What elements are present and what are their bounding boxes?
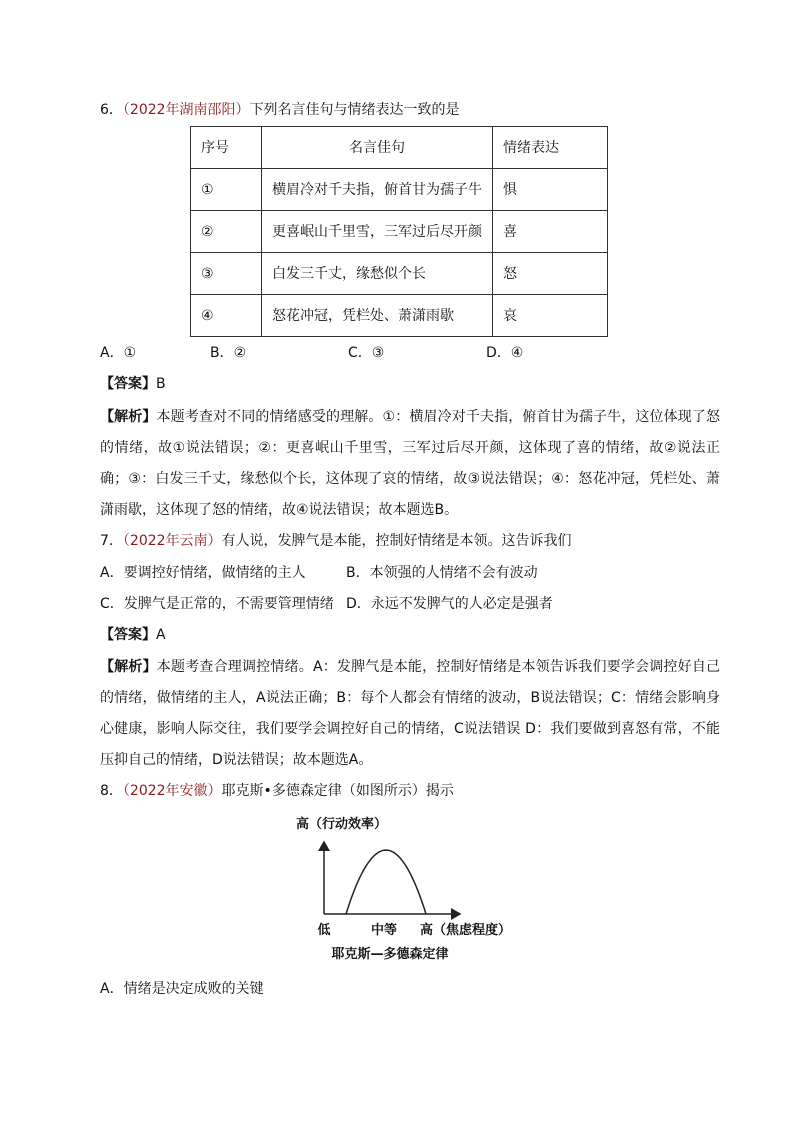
table-header-cell: 名言佳句: [262, 127, 493, 169]
table-cell: ④: [191, 295, 262, 337]
q7-option-d: D．永远不发脾气的人必定是强者: [346, 596, 553, 612]
q8-option-a: A．情绪是决定成败的关键: [100, 981, 264, 997]
q7-options-row-1: [100, 562, 538, 584]
q7-option-b: B．本领强的人情绪不会有波动: [346, 565, 538, 581]
table-row: [191, 253, 608, 295]
analysis-text: 本题考查合理调控情绪。A：发脾气是本能，控制好情绪是本领告诉我们要学会调控好自己的情绪，做情绪的主人，A说法正确；B：每个人都会有情绪的波动，B说法错误；C：情绪会影响身心健康，影响人际交往，我们要学会调控好自己的情绪，C说法错误 D：我们要做到喜怒有常，不能压抑自己的情绪，D说法错误；故本题选A。: [100, 659, 721, 768]
table-row: [191, 169, 608, 211]
x-tick-label-medium: 中等: [370, 923, 398, 938]
table-cell: 怒: [493, 253, 608, 295]
q6-option-d: D．④: [486, 345, 524, 361]
yerkes-dodson-chart: [280, 810, 520, 970]
table-header-row: [191, 127, 608, 169]
y-axis-label: 高（行动效率）: [296, 817, 388, 832]
analysis-tag: 【解析】: [100, 659, 157, 675]
table-cell: 横眉冷对千夫指，俯首甘为孺子牛: [262, 169, 493, 211]
table-cell: 白发三千丈，缘愁似个长: [262, 253, 493, 295]
table-cell: 喜: [493, 211, 608, 253]
table-cell: 更喜岷山千里雪，三军过后尽开颜: [262, 211, 493, 253]
q6-source: （2022年湖南邵阳）: [122, 102, 250, 118]
table-cell: ②: [191, 211, 262, 253]
answer-value: A: [156, 627, 166, 643]
q7-source: （2022年云南）: [122, 533, 222, 549]
q7-answer: [100, 624, 720, 646]
q7-analysis: [100, 652, 720, 776]
x-axis-label: 高（焦虑程度）: [420, 923, 512, 938]
table-header-cell: 序号: [191, 127, 262, 169]
x-tick-label-low: 低: [317, 923, 331, 938]
q8-source: （2022年安徽）: [122, 783, 222, 799]
q6-analysis: [100, 402, 720, 526]
q6-table: [190, 126, 608, 337]
q6-option-c: C．③: [348, 345, 385, 361]
q6-stem-text: 下列名言佳句与情绪表达一致的是: [249, 102, 460, 118]
analysis-tag: 【解析】: [100, 409, 157, 425]
q6-stem: [100, 99, 720, 121]
q8-stem-text: 耶克斯•多德森定律（如图所示）揭示: [221, 783, 454, 799]
answer-value: B: [156, 376, 166, 392]
q6-option-a: A．①: [100, 345, 137, 361]
answer-tag: 【答案】: [100, 627, 156, 643]
table-cell: 惧: [493, 169, 608, 211]
q7-options-row-2: [100, 593, 553, 615]
q7-stem-text: 有人说，发脾气是本能，控制好情绪是本领。这告诉我们: [221, 533, 572, 549]
q7-number: 7．: [100, 533, 123, 549]
table-row: [191, 211, 608, 253]
q7-option-c: C．发脾气是正常的，不需要管理情绪: [100, 596, 334, 612]
answer-tag: 【答案】: [100, 376, 156, 392]
table-cell: ③: [191, 253, 262, 295]
q6-answer: [100, 373, 720, 395]
table-cell: 怒花冲冠，凭栏处、萧潇雨歇: [262, 295, 493, 337]
efficiency-curve: [346, 850, 426, 914]
q7-stem: [100, 530, 720, 552]
table-cell: ①: [191, 169, 262, 211]
table-cell: 哀: [493, 295, 608, 337]
table-header-cell: 情绪表达: [493, 127, 608, 169]
q8-number: 8．: [100, 783, 123, 799]
q6-option-b: B．②: [210, 345, 247, 361]
q6-number: 6．: [100, 102, 123, 118]
q8-stem: [100, 780, 720, 802]
analysis-text: 本题考查对不同的情绪感受的理解。①：横眉冷对千夫指，俯首甘为孺子牛，这位体现了怒的情绪，故①说法错误；②：更喜岷山千里雪，三军过后尽开颜，这体现了喜的情绪，故②说法正确；③：白发三千丈，缘愁似个长，这体现了哀的情绪，故③说法错误；④：怒花冲冠，凭栏处、萧潇雨歇，这体现了怒的情绪，故④说法错误；故本题选B。: [100, 409, 720, 518]
chart-title: 耶克斯—多德森定律: [331, 947, 449, 962]
q7-option-a: A．要调控好情绪，做情绪的主人: [100, 565, 306, 581]
table-row: [191, 295, 608, 337]
